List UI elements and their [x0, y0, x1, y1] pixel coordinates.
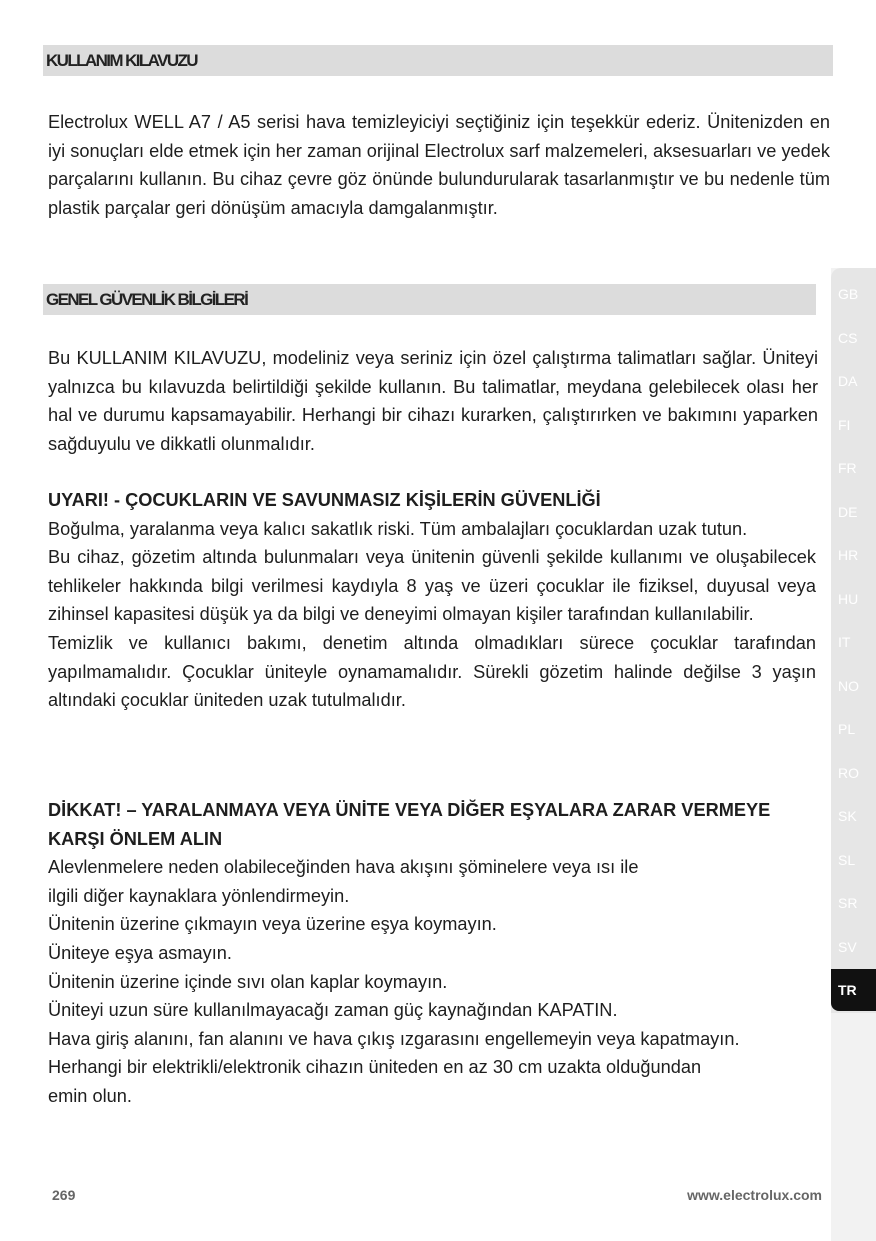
safety-section-header: GENEL GÜVENLİK BİLGİLERİ	[43, 284, 816, 315]
caution-line: emin olun.	[48, 1085, 132, 1106]
language-tab-sv[interactable]: SV	[838, 938, 857, 955]
language-tab-hu[interactable]: HU	[838, 590, 859, 607]
language-tab-tr[interactable]: TR	[831, 969, 876, 1011]
footer-url: www.electrolux.com	[687, 1187, 822, 1203]
language-tab-fi[interactable]: FI	[838, 416, 851, 433]
language-tab-fr[interactable]: FR	[838, 460, 857, 476]
caution-line: Alevlenmelere neden olabileceğinden hava akışını şöminelere veya ısı ile	[48, 857, 639, 878]
warning-paragraph: Temizlik ve kullanıcı bakımı, denetim altında olmadıkları sürece çocuklar tarafından yapılmamalıdır. Çocuklar üniteyle oynamamalıdır. Sürekli gözetim halinde değilse 3 yaşın altındaki çocuklar üniteden uzak tutulmalıdır.	[48, 632, 816, 711]
language-tab-de[interactable]: DE	[838, 503, 858, 520]
warning-paragraph: Boğulma, yaralanma veya kalıcı sakatlık riski. Tüm ambalajları çocuklardan uzak tutun.	[48, 518, 748, 539]
language-tab-sl[interactable]: SL	[838, 851, 856, 868]
language-tab-hr[interactable]: HR	[838, 547, 859, 563]
caution-title: DİKKAT! – YARALANMAYA VEYA ÜNİTE VEYA DİĞER EŞYALARA ZARAR VERMEYE	[48, 800, 771, 820]
caution-line: Ünitenin üzerine içinde sıvı olan kaplar koymayın.	[48, 971, 448, 992]
intro-paragraph: Electrolux WELL A7 / A5 serisi hava temizleyiciyi seçtiğiniz için teşekkür ederiz. Ünitenizden en iyi sonuçları elde etmek için her zaman orijinal Electrolux sarf malzemeleri, aksesuarları ve yedek parçalarını kullanın. Bu cihaz çevre göz önünde bulundurularak tasarlanmıştır ve bu nedenle tüm plastik parçalar geri dönüşüm amacıyla damgalanmıştır.	[48, 112, 830, 218]
language-tab-sr[interactable]: SR	[838, 895, 858, 911]
warning-block	[48, 486, 816, 715]
language-tab-it[interactable]: IT	[838, 634, 851, 650]
caution-title: KARŞI ÖNLEM ALIN	[48, 828, 223, 849]
caution-block	[48, 796, 828, 1111]
language-tab-cs[interactable]: CS	[838, 329, 858, 346]
language-tab-bar	[831, 268, 876, 1241]
language-tab-no[interactable]: NO	[838, 677, 859, 694]
caution-line: Ünitenin üzerine çıkmayın veya üzerine eşya koymayın.	[48, 914, 497, 935]
caution-line: Hava giriş alanını, fan alanını ve hava çıkış ızgarasını engellemeyin veya kapatmayın.	[48, 1028, 740, 1049]
page-number: 269	[52, 1187, 76, 1203]
language-tab-sk[interactable]: SK	[838, 808, 857, 824]
caution-line: Herhangi bir elektrikli/elektronik cihazın üniteden en az 30 cm uzakta olduğundan	[48, 1057, 702, 1078]
language-tab-pl[interactable]: PL	[838, 721, 856, 737]
caution-line: Üniteye eşya asmayın.	[48, 942, 232, 963]
warning-title: UYARI! - ÇOCUKLARIN VE SAVUNMASIZ KİŞİLERİN GÜVENLİĞİ	[48, 490, 601, 510]
language-tab-ro[interactable]: RO	[838, 764, 859, 781]
language-tab-da[interactable]: DA	[838, 373, 858, 389]
usage-section-header: KULLANIM KILAVUZU	[43, 45, 833, 76]
caution-line: ilgili diğer kaynaklara yönlendirmeyin.	[48, 885, 350, 906]
caution-line: Üniteyi uzun süre kullanılmayacağı zaman güç kaynağından KAPATIN.	[48, 1000, 618, 1021]
language-tab-gb[interactable]: GB	[838, 286, 859, 302]
warning-paragraph: Bu cihaz, gözetim altında bulunmaları veya ünitenin güvenli şekilde kullanımı ve oluşabilecek tehlikeler hakkında bilgi verilmesi kaydıyla 8 yaş ve üzeri çocuklar ile fiziksel, duyusal veya zihinsel kapasitesi düşük ya da bilgi ve deneyimi olmayan kişiler tarafından kullanılabilir.	[48, 547, 816, 625]
manual-paragraph: Bu KULLANIM KILAVUZU, modeliniz veya seriniz için özel çalıştırma talimatları sağlar. Üniteyi yalnızca bu kılavuzda belirtildiği şekilde kullanın. Bu talimatlar, meydana gelebilecek olası her hal ve durumu kapsamayabilir. Herhangi bir cihazı kurarken, çalıştırırken ve bakımını yaparken sağduyulu ve dikkatli olunmalıdır.	[48, 348, 818, 454]
